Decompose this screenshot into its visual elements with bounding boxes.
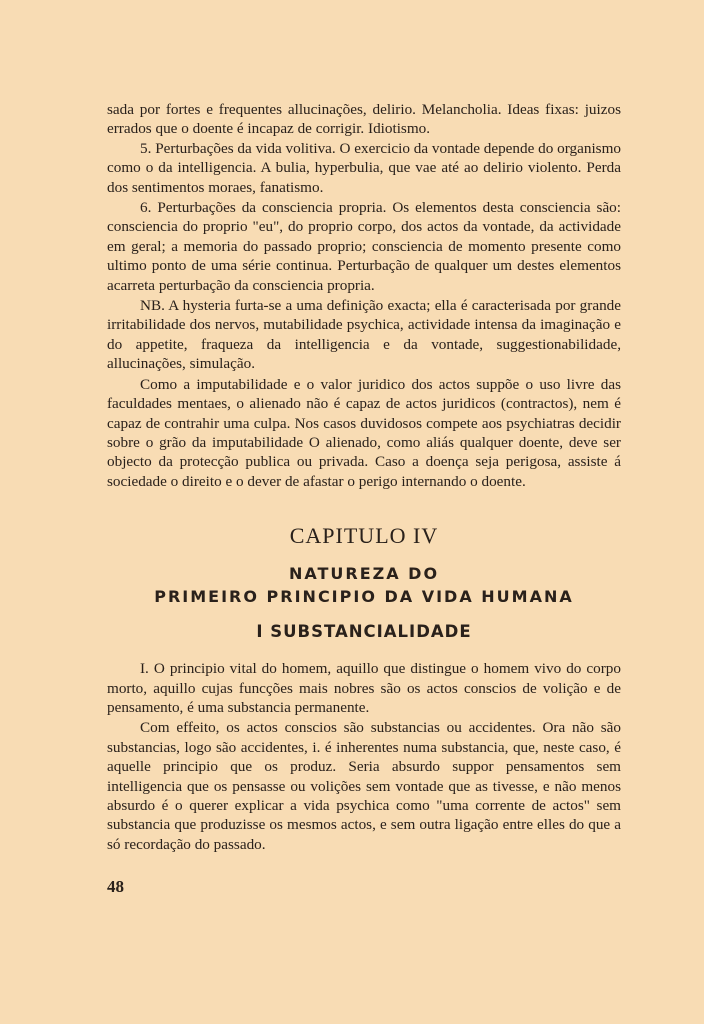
chapter-heading-line-1: NATUREZA DO [288,564,440,584]
paragraph-imputability: Como a imputabilidade e o valor juridico dos actos suppõe o uso livre das faculdades mentaes, o alienado não é capaz de actos juridicos (contractos), nem é capaz de contrahir uma culpa. Nos casos duvidosos compete aos psychiatras decidir sobre o grão da imputabilidade O alienado, como aliás qualquer doente, deve ser objecto da protecção publica ou privada. Caso a doença seja perigosa, assiste á sociedade o direito e o dever de afastar o perigo internando o doente. [107,375,621,490]
paragraph-volitive-disorders: 5. Perturbações da vida volitiva. O exercicio da vontade depende do organismo como o da intelligencia. A bulia, hyperbulia, que vae até ao delirio violento. Perda dos sentimentos moraes, fanatismo. [107,139,621,196]
chapter-heading [107,562,621,608]
paragraph-conscious-acts: Com effeito, os actos conscios são substancias ou accidentes. Ora não são substancias, logo são accidentes, i. é inherentes numa substancia, que, neste caso, é aquelle principio que os produz. Seria absurdo suppor pensamentos sem intelligencia que os pensasse ou volições sem vontade que as tivesse, e não menos absurdo é o querer explicar a vida psychica como "uma corrente de actos" sem substancia que produzisse os mesmos actos, e sem outra ligação entre elles do que a só recordação do passado. [107,719,621,853]
section-heading: I SUBSTANCIALIDADE [256,622,472,642]
paragraph-vital-principle: I. O principio vital do homem, aquillo que distingue o homem vivo do corpo morto, aquillo cujas funcções mais nobres são os actos conscios de volição e de pensamento, é uma substancia permanente. [107,660,621,716]
paragraph-hysteria-note: NB. A hysteria furta-se a uma definição exacta; ella é caracterisada por grande irritabilidade dos nervos, mutabilidade psychica, actividade intensa da imaginação e do appetite, fraqueza da intelligencia e da vontade, suggestionabilidade, allucinações, simulação. [107,297,621,373]
paragraph-melancholia: sada por fortes e frequentes allucinações, delirio. Melancholia. Ideas fixas: juizos errados que o doente é incapaz de corrigir. Idiotismo. [107,101,621,138]
page-number: 48 [107,877,124,896]
chapter-title: CAPITULO IV [289,523,439,549]
chapter-heading-line-2: PRIMEIRO PRINCIPIO DA VIDA HUMANA [154,587,574,607]
book-page [107,100,621,854]
paragraph-consciousness-disorders: 6. Perturbações da consciencia propria. Os elementos desta consciencia são: consciencia do proprio "eu", do proprio corpo, dos actos da vontade, da actividade em geral; a memoria do passado proprio; consciencia de momento presente como ultimo ponto de uma série continua. Perturbação de qualquer um destes elementos acarreta perturbação da consciencia propria. [107,199,621,294]
